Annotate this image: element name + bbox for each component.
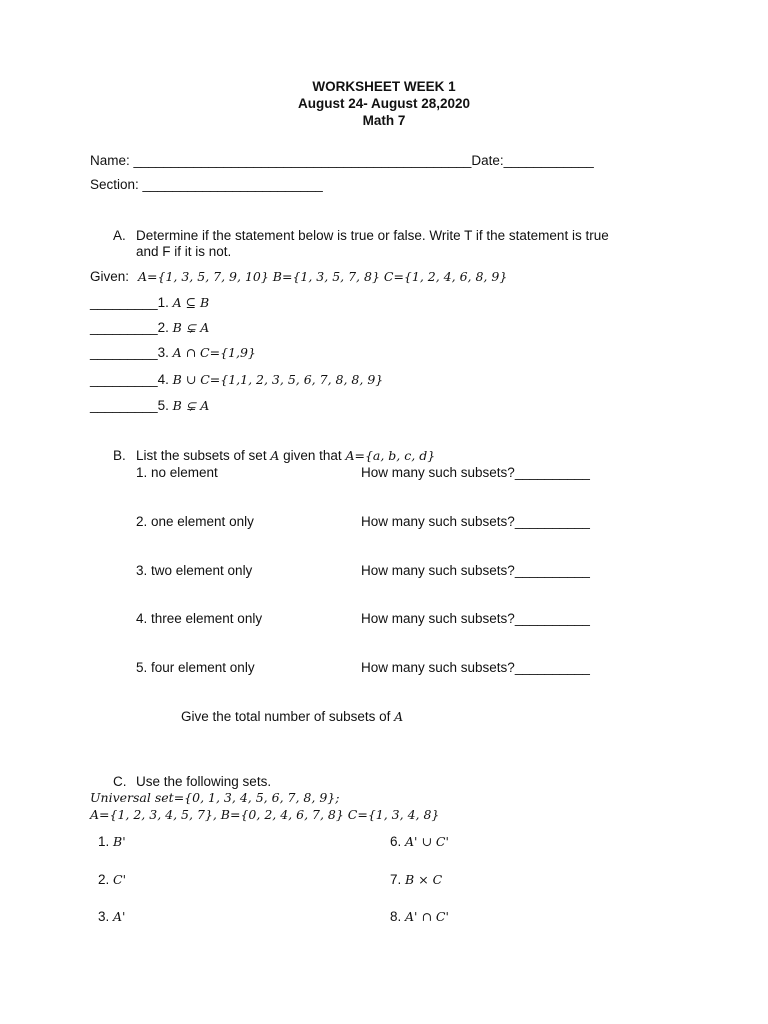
part-a-item-4[interactable]: [90, 372, 383, 387]
item-expression: B ∪ C={1,1, 2, 3, 5, 6, 7, 8, 8, 9}: [172, 372, 384, 387]
universal-set: Universal set={0, 1, 3, 4, 5, 6, 7, 8, 9};: [90, 790, 340, 805]
item-expression: B × C: [405, 872, 443, 887]
given-that-text: given that: [283, 448, 342, 463]
part-b-question-1[interactable]: How many such subsets?__________: [361, 465, 590, 480]
answer-blank[interactable]: _________: [90, 320, 158, 335]
worksheet-subject: Math 7: [362, 113, 406, 128]
item-number: 2.: [157, 320, 169, 335]
part-b-question-5[interactable]: How many such subsets?__________: [361, 660, 590, 675]
set-definition: A={a, b, c, d}: [345, 448, 436, 463]
part-a-item-1[interactable]: [90, 295, 209, 310]
item-number: 6.: [390, 834, 402, 849]
part-b-instruction-text: List the subsets of set: [136, 448, 267, 463]
worksheet-dates: August 24- August 28,2020: [297, 96, 471, 111]
answer-blank[interactable]: _________: [90, 345, 158, 360]
part-c-item-7: [390, 872, 442, 887]
item-expression: B': [113, 834, 126, 849]
item-expression: C': [113, 872, 127, 887]
part-a-letter: A.: [113, 228, 126, 243]
item-expression: B ⊊ A: [172, 320, 210, 335]
part-a-item-3[interactable]: [90, 345, 256, 360]
item-expression: A' ∪ C': [405, 834, 449, 849]
answer-blank[interactable]: _________: [90, 372, 158, 387]
part-a-instruction-line2: and F if it is not.: [136, 244, 232, 259]
section-field[interactable]: Section: ________________________: [90, 177, 323, 192]
answer-blank[interactable]: _________: [90, 398, 158, 413]
part-c-instruction: Use the following sets.: [136, 774, 272, 789]
part-b-instruction: [136, 448, 435, 463]
part-b-label-3: 3. two element only: [136, 563, 253, 578]
total-subsets-prompt: [181, 709, 403, 724]
part-c-letter: C.: [113, 774, 127, 789]
answer-blank[interactable]: _________: [90, 295, 158, 310]
item-expression: B ⊊ A: [172, 398, 210, 413]
part-b-question-3[interactable]: How many such subsets?__________: [361, 563, 590, 578]
part-b-question-4[interactable]: How many such subsets?__________: [361, 611, 590, 626]
part-c-item-8: [390, 909, 449, 924]
item-number: 8.: [390, 909, 402, 924]
item-expression: A' ∩ C': [405, 909, 449, 924]
total-subsets-variable: A: [394, 709, 404, 724]
part-b-label-2: 2. one element only: [136, 514, 254, 529]
item-expression: A': [113, 909, 126, 924]
part-a-instruction-line1: Determine if the statement below is true or false. Write T if the statement is true: [136, 228, 609, 243]
worksheet-title: WORKSHEET WEEK 1: [312, 79, 456, 94]
part-c-item-1: [98, 834, 126, 849]
given-sets: A={1, 3, 5, 7, 9, 10} B={1, 3, 5, 7, 8} C={1, 2, 4, 6, 8, 9}: [138, 269, 508, 284]
item-number: 1.: [98, 834, 110, 849]
given-label: Given:: [90, 269, 130, 284]
part-b-letter: B.: [113, 448, 126, 463]
item-number: 4.: [157, 372, 169, 387]
item-expression: A ∩ C={1,9}: [172, 345, 256, 360]
item-number: 7.: [390, 872, 402, 887]
item-number: 1.: [157, 295, 169, 310]
item-number: 5.: [157, 398, 169, 413]
item-number: 2.: [98, 872, 110, 887]
item-number: 3.: [98, 909, 110, 924]
part-b-label-1: 1. no element: [136, 465, 218, 480]
part-c-item-3: [98, 909, 126, 924]
part-a-item-2[interactable]: [90, 320, 209, 335]
set-variable: A: [270, 448, 280, 463]
total-subsets-text: Give the total number of subsets of: [181, 709, 391, 724]
part-b-question-2[interactable]: How many such subsets?__________: [361, 514, 590, 529]
part-c-item-6: [390, 834, 449, 849]
item-expression: A ⊆ B: [172, 295, 210, 310]
name-date-field[interactable]: Name: _____________________________________________Date:____________: [90, 153, 594, 168]
part-a-item-5[interactable]: [90, 398, 209, 413]
part-c-sets: A={1, 2, 3, 4, 5, 7}, B={0, 2, 4, 6, 7, 8} C={1, 3, 4, 8}: [90, 807, 440, 822]
part-b-label-4: 4. three element only: [136, 611, 263, 626]
item-number: 3.: [157, 345, 169, 360]
part-c-item-2: [98, 872, 126, 887]
part-b-label-5: 5. four element only: [136, 660, 255, 675]
